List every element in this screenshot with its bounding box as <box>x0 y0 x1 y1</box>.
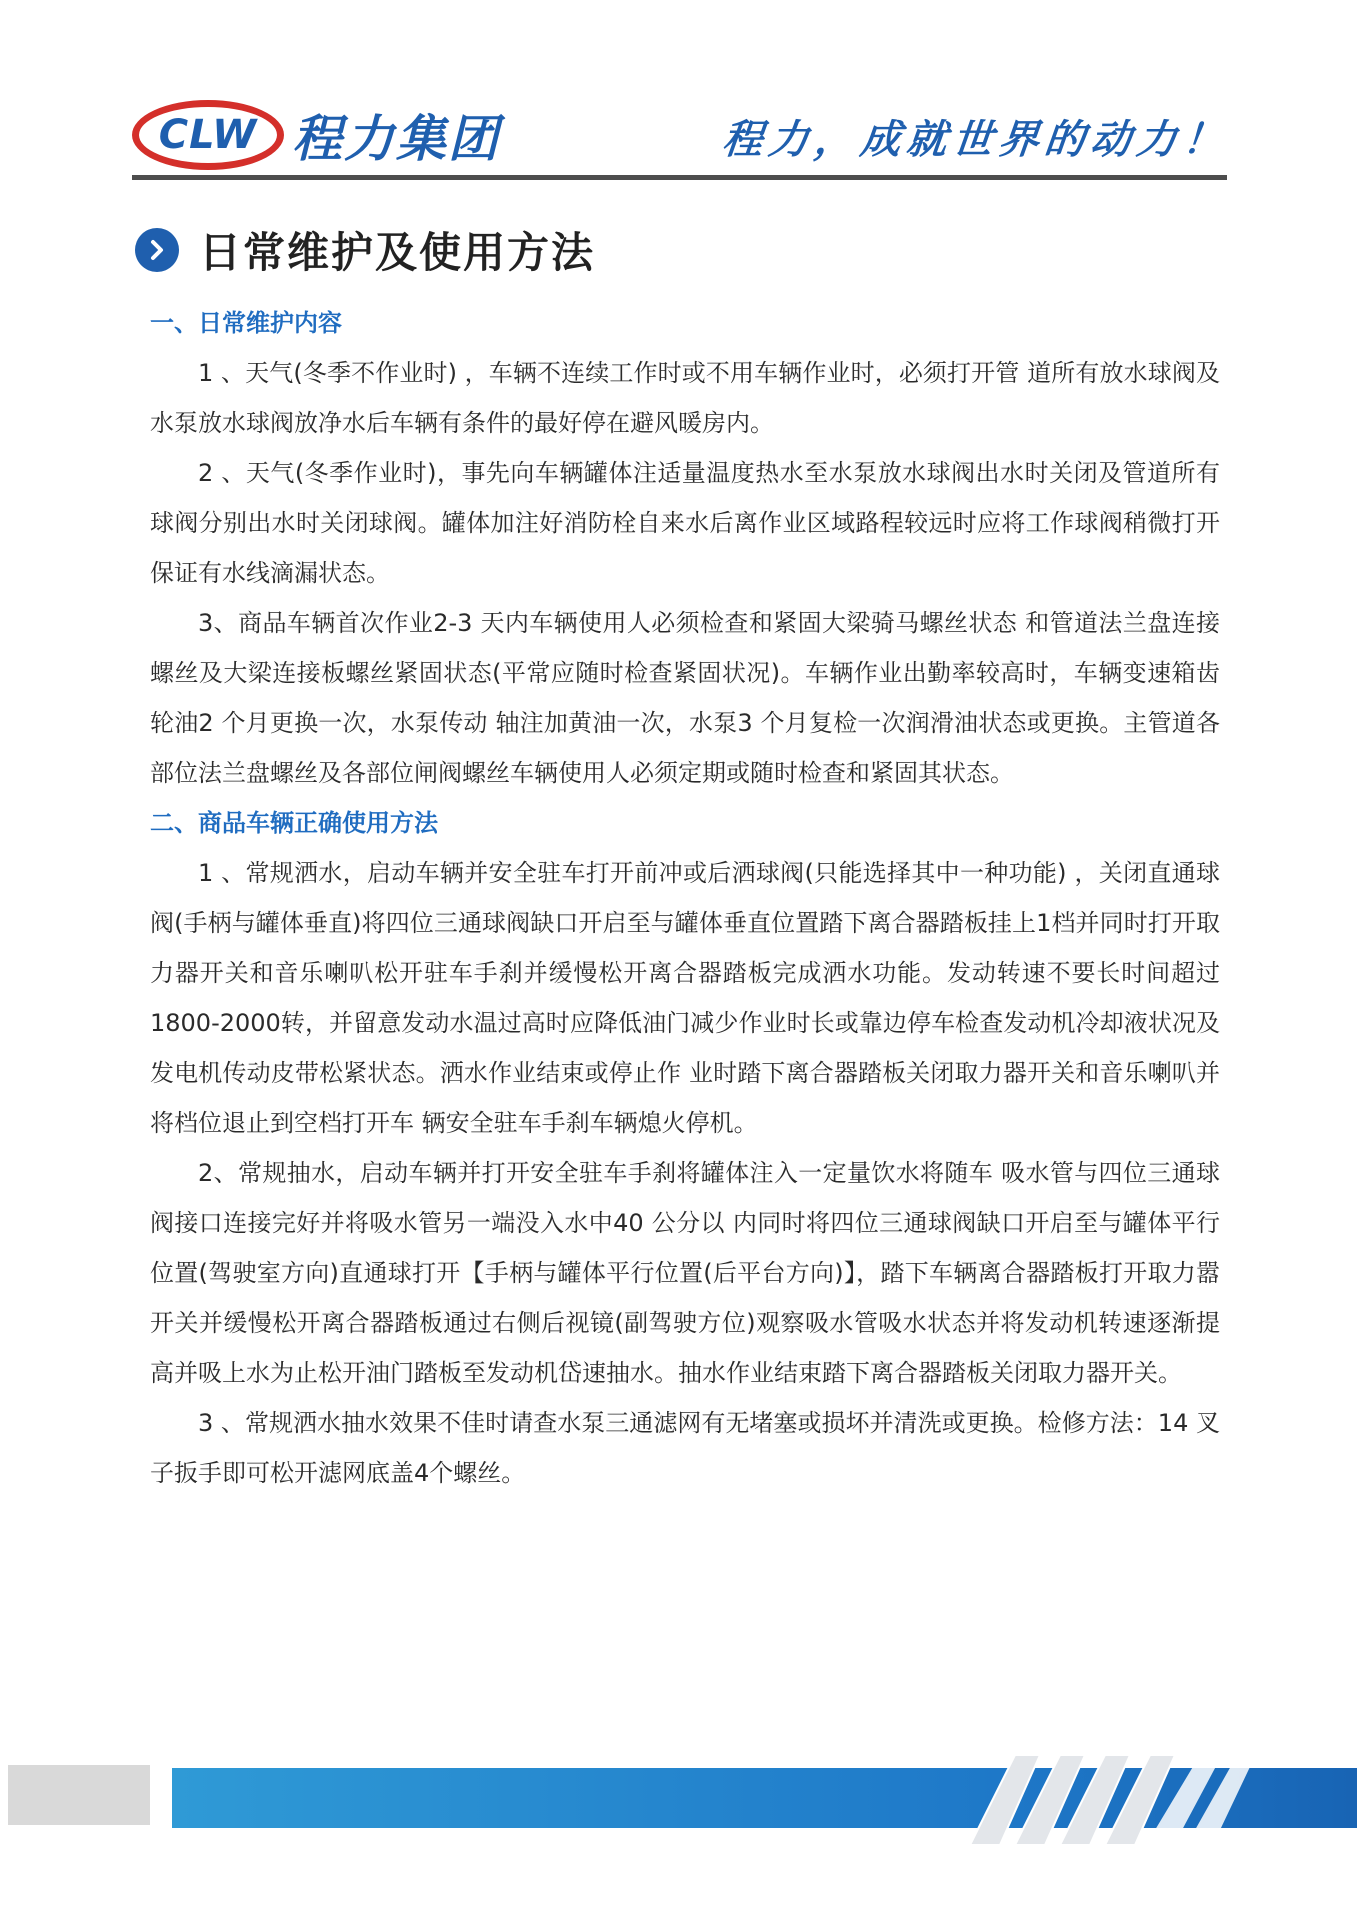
paragraph: 1 、常规洒水，启动车辆并安全驻车打开前冲或后洒球阀(只能选择其中一种功能) ，关闭直通球阀(手柄与罐体垂直)将四位三通球阀缺口开启至与罐体垂直位置踏下离合器踏板挂上1档并同时打开取力器开关和音乐喇叭松开驻车手刹并缓慢松开离合器踏板完成洒水功能。发动转速不要长时间超过1800-2000转，并留意发动水温过高时应降低油门减少作业时长或靠边停车检查发动机冷却液状况及发电机传动皮带松紧状态。洒水作业结束或停止作 业时踏下离合器踏板关闭取力器开关和音乐喇叭并将档位退止到空档打开车 辆安全驻车手刹车辆熄火停机。 <box>150 859 1220 1137</box>
logo-emblem <box>132 100 284 170</box>
paragraph: 3 、常规洒水抽水效果不佳时请查水泵三通滤网有无堵塞或损坏并清洗或更换。检修方法：14 叉子扳手即可松开滤网底盖4个螺丝。 <box>150 1409 1220 1487</box>
paragraph: 1 、天气(冬季不作业时) ，车辆不连续工作时或不用车辆作业时，必须打开管 道所有放水球阀及水泵放水球阀放净水后车辆有条件的最好停在避风暖房内。 <box>150 359 1220 437</box>
page-header <box>0 0 1357 185</box>
title-row <box>135 218 595 282</box>
footer-grey-block <box>8 1765 150 1825</box>
logo-company-name: 程力集团 <box>292 110 500 168</box>
logo-letters: CLW <box>158 112 258 158</box>
paragraph: 2、常规抽水，启动车辆并打开安全驻车手刹将罐体注入一定量饮水将随车 吸水管与四位三通球阀接口连接完好并将吸水管另一端没入水中40 公分以 内同时将四位三通球阀缺口开启至与罐体平行位置(驾驶室方向)直通球打开【手柄与罐体平行位置(后平台方向)】，踏下车辆离合器踏板打开取力嚣开关并缓慢松开离合器踏板通过右侧后视镜(副驾驶方位)观察吸水管吸水状态并将发动机转速逐渐提高并吸上水为止松开油门踏板至发动机岱速抽水。抽水作业结束踏下离合器踏板关闭取力器开关。 <box>150 1159 1220 1387</box>
paragraph: 2 、天气(冬季作业时)，事先向车辆罐体注适量温度热水至水泵放水球阀出水时关闭及管道所有球阀分别出水时关闭球阀。罐体加注好消防栓自来水后离作业区域路程较远时应将工作球阀稍微打开保证有水线滴漏状态。 <box>150 459 1220 587</box>
section-heading-usage: 二、商品车辆正确使用方法 <box>150 809 438 837</box>
document-body <box>150 298 1220 1498</box>
page-footer <box>0 1735 1357 1855</box>
chevron-right-icon <box>135 228 179 272</box>
footer-chevron-decoration <box>960 1735 1260 1855</box>
page-title: 日常维护及使用方法 <box>199 228 596 277</box>
header-divider <box>132 175 1227 180</box>
paragraph: 3、商品车辆首次作业2-3 天内车辆使用人必须检查和紧固大梁骑马螺丝状态 和管道法兰盘连接螺丝及大梁连接板螺丝紧固状态(平常应随时检查紧固状况)。车辆作业出勤率较高时，车辆变速箱齿轮油2 个月更换一次，水泵传动 轴注加黄油一次，水泵3 个月复检一次润滑油状态或更换。主管道各部位法兰盘螺丝及各部位闸阀螺丝车辆使用人必须定期或随时检查和紧固其状态。 <box>150 609 1220 787</box>
company-slogan: 程力，成就世界的动力！ <box>720 116 1232 163</box>
company-logo <box>132 95 552 175</box>
section-heading-maintenance: 一、日常维护内容 <box>150 309 342 337</box>
